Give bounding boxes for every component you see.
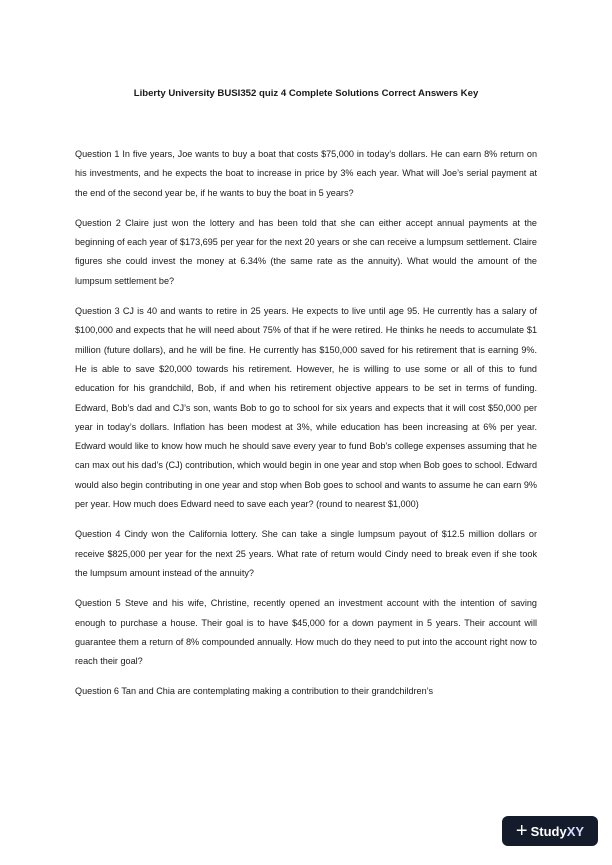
question-1: Question 1 In five years, Joe wants to buy a boat that costs $75,000 in today’s dollars. He can earn 8% return on his investments, and he expects the boat to increase in price by 3% each year. What will Joe’s serial payment at the end of the second year be, if he wants to buy the boat in 5 years? — [75, 149, 537, 198]
question-2: Question 2 Claire just won the lottery and has been told that she can either accept annual payments at the beginning of each year of $173,695 per year for the next 20 years or she can receive a lumpsum settlement. Claire figures she could invest the money at 6.34% (the same rate as the annuity). What would the amount of the lumpsum settlement be? — [75, 217, 537, 286]
logo-text-accent: XY — [566, 823, 585, 839]
question-4: Question 4 Cindy won the California lottery. She can take a single lumpsum payout of $12.5 million dollars or receive $825,000 per year for the next 25 years. What rate of return would Cindy need to break even if she took the lumpsum amount instead of the annuity? — [75, 529, 537, 578]
studyxy-logo[interactable] — [502, 816, 598, 846]
question-5: Question 5 Steve and his wife, Christine, recently opened an investment account with the intention of saving enough to purchase a house. Their goal is to have $45,000 for a down payment in 5 years. Their account will guarantee them a return of 8% compounded annually. How much do they need to put into the account right now to reach their goal? — [75, 598, 537, 667]
document-body — [75, 145, 537, 713]
logo-text-main: Study — [530, 823, 567, 839]
question-3: Question 3 CJ is 40 and wants to retire in 25 years. He expects to live until age 95. He currently has a salary of $100,000 and expects that he will need about 75% of that if he were retired. He thinks he needs to accumulate $1 million (future dollars), and he will be fine. He currently has $150,000 saved for his retirement that is earning 9%. He is able to save $20,000 towards his retirement. However, he is willing to use some or all of this to fund education for his grandchild, Bob, if and when his retirement objective appears to be set in terms of funding. Edward, Bob’s dad and CJ’s son, wants Bob to go to school for six years and expects that it will cost $50,000 per year in today’s dollars. Inflation has been modest at 3%, while education has been increasing at 6% per year. Edward would like to know how much he should save every year to fund Bob’s college expenses assuming that he can max out his dad’s (CJ) contribution, which would begin in one year and stop when Bob goes to school. Edward would also begin contributing in one year and stop when Bob goes to school and wants to assume he can earn 9% per year. How much does Edward need to save each year? (round to nearest $1,000) — [75, 306, 537, 510]
question-6: Question 6 Tan and Chia are contemplating making a contribution to their grandchildren’s — [75, 686, 434, 697]
plus-icon: + — [515, 820, 528, 842]
document-title: Liberty University BUSI352 quiz 4 Complete Solutions Correct Answers Key — [133, 88, 479, 99]
